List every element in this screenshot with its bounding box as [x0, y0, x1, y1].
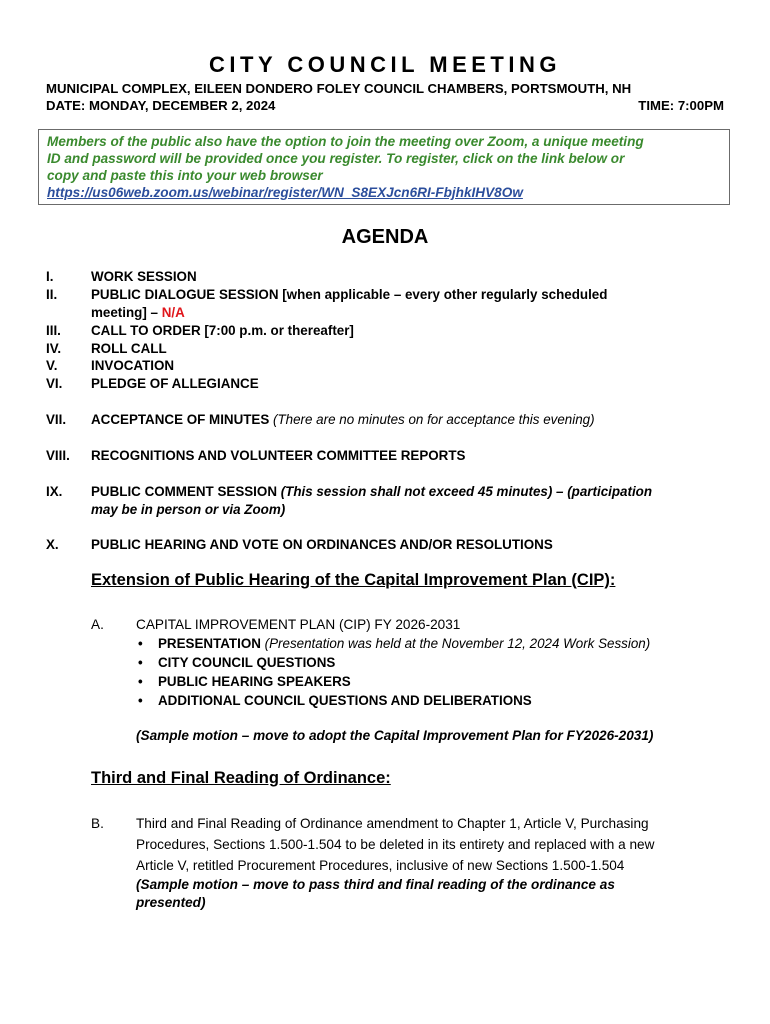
meeting-date: DATE: MONDAY, DECEMBER 2, 2024 [46, 98, 276, 113]
bullet-dot-icon: • [138, 674, 143, 689]
item-number: III. [46, 323, 61, 338]
zoom-notice-line: copy and paste this into your web browser [47, 168, 323, 183]
item-text: PLEDGE OF ALLEGIANCE [91, 376, 259, 391]
na-label: N/A [161, 304, 185, 320]
agenda-item [46, 286, 726, 322]
item-text: RECOGNITIONS AND VOLUNTEER COMMITTEE REPORTS [91, 448, 466, 463]
item-label: PUBLIC COMMENT SESSION [91, 484, 281, 499]
zoom-notice-line: ID and password will be provided once you register. To register, click on the link below or [47, 151, 625, 166]
bullet-dot-icon: • [138, 655, 143, 670]
ordinance-section-heading: Third and Final Reading of Ordinance: [91, 769, 391, 787]
ordinance-sample-motion: (Sample motion – move to pass third and final reading of the ordinance as [136, 877, 615, 892]
item-number: VI. [46, 376, 63, 391]
item-note: (This session shall not exceed 45 minutes) – (participation [280, 484, 653, 499]
ordinance-sample-motion: presented) [136, 895, 206, 910]
cip-section-heading: Extension of Public Hearing of the Capital Improvement Plan (CIP): [91, 571, 616, 589]
item-number: II. [46, 287, 58, 302]
meeting-time: TIME: 7:00PM [638, 98, 724, 113]
item-text [91, 286, 726, 321]
item-number: X. [46, 537, 59, 552]
zoom-notice-box [38, 129, 730, 205]
item-label: ACCEPTANCE OF MINUTES [91, 412, 274, 427]
item-note: (There are no minutes on for acceptance this evening) [273, 412, 595, 427]
bullet-note: (Presentation was held at the November 12, 2024 Work Session) [264, 636, 651, 651]
item-number: I. [46, 269, 54, 284]
item-note: may be in person or via Zoom) [91, 501, 286, 517]
meeting-location: MUNICIPAL COMPLEX, EILEEN DONDERO FOLEY COUNCIL CHAMBERS, PORTSMOUTH, NH [46, 81, 632, 96]
item-text-line: meeting] – [91, 304, 162, 320]
item-text: PUBLIC HEARING AND VOTE ON ORDINANCES AND/OR RESOLUTIONS [91, 537, 553, 552]
bullet-text: ADDITIONAL COUNCIL QUESTIONS AND DELIBERATIONS [158, 693, 532, 708]
subitem-letter: B. [91, 816, 104, 831]
subitem-text: CAPITAL IMPROVEMENT PLAN (CIP) FY 2026-2031 [136, 617, 461, 632]
item-text [91, 483, 726, 518]
zoom-register-link[interactable]: https://us06web.zoom.us/webinar/register/WN_S8EXJcn6RI-FbjhkIHV8Ow [47, 185, 523, 200]
agenda-heading: AGENDA [341, 226, 429, 248]
bullet-text: PRESENTATION [158, 636, 265, 651]
subitem-text-line: Procedures, Sections 1.500-1.504 to be deleted in its entirety and replaced with a new [136, 837, 655, 852]
agenda-item [46, 483, 726, 519]
item-number: VIII. [46, 448, 70, 463]
item-text: CALL TO ORDER [7:00 p.m. or thereafter] [91, 323, 354, 338]
item-number: IV. [46, 341, 62, 356]
bullet-dot-icon: • [138, 693, 143, 708]
item-number: VII. [46, 412, 67, 427]
cip-sample-motion: (Sample motion – move to adopt the Capital Improvement Plan for FY2026-2031) [136, 728, 654, 743]
item-number: V. [46, 358, 58, 373]
meeting-date-time [46, 98, 724, 113]
item-text: INVOCATION [91, 358, 175, 373]
bullet-text: PUBLIC HEARING SPEAKERS [158, 674, 351, 689]
bullet-text: CITY COUNCIL QUESTIONS [158, 655, 336, 670]
item-text: WORK SESSION [91, 269, 197, 284]
page-title: CITY COUNCIL MEETING [209, 52, 561, 77]
subitem-text-line: Article V, retitled Procurement Procedures, inclusive of new Sections 1.500-1.504 [136, 858, 625, 873]
subitem-text [136, 813, 726, 912]
item-text [91, 411, 726, 429]
zoom-notice-line: Members of the public also have the option to join the meeting over Zoom, a unique meeting [47, 134, 644, 149]
item-text: ROLL CALL [91, 341, 167, 356]
item-number: IX. [46, 484, 63, 499]
subitem-letter: A. [91, 617, 104, 632]
subitem-text-line: Third and Final Reading of Ordinance amendment to Chapter 1, Article V, Purchasing [136, 816, 649, 831]
bullet-dot-icon: • [138, 636, 143, 651]
item-text-line: PUBLIC DIALOGUE SESSION [when applicable – every other regularly scheduled [91, 287, 608, 302]
